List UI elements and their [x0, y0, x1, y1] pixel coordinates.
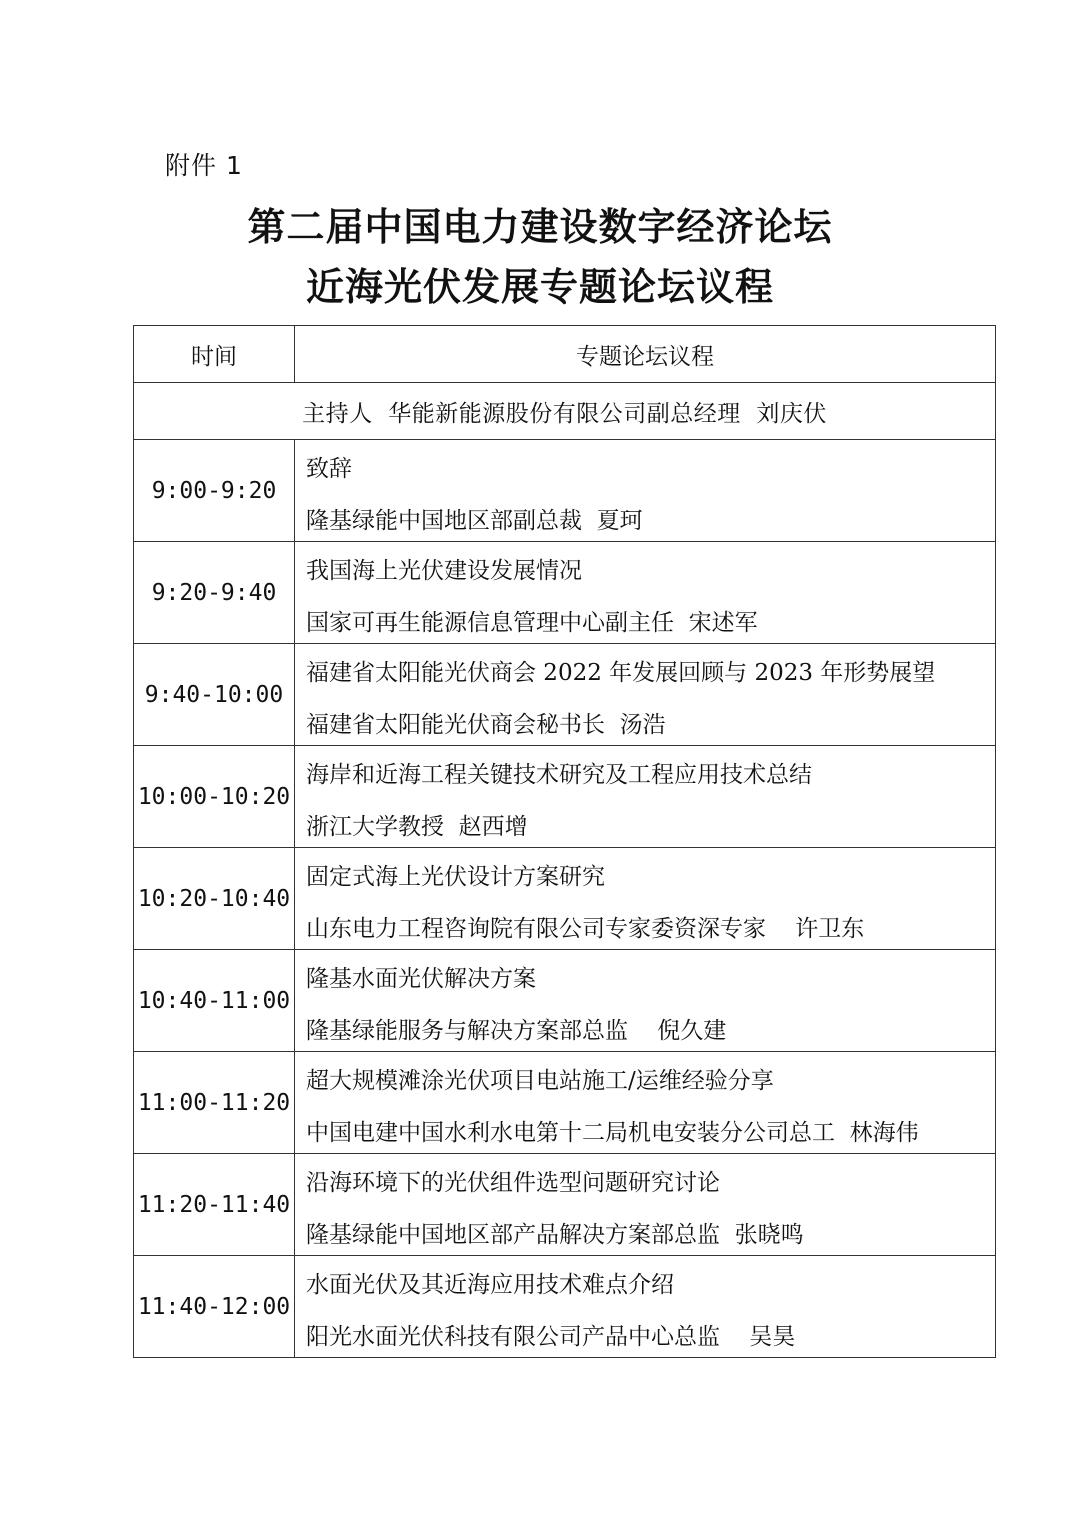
session-time: 9:20-9:40: [134, 542, 295, 644]
session-speaker: 山东电力工程咨询院有限公司专家委资深专家 许卫东: [306, 916, 865, 942]
session-cell: [295, 440, 996, 542]
session-cell: [295, 644, 996, 746]
session-cell: [295, 1052, 996, 1154]
session-topic: 固定式海上光伏设计方案研究: [306, 864, 605, 890]
session-cell: [295, 1256, 996, 1358]
table-row: [134, 1052, 996, 1154]
table-row: [134, 848, 996, 950]
session-cell: [295, 746, 996, 848]
session-speaker: 隆基绿能服务与解决方案部总监 倪久建: [306, 1018, 727, 1044]
session-time: 10:00-10:20: [134, 746, 295, 848]
session-speaker: 国家可再生能源信息管理中心副主任 宋述军: [306, 610, 758, 636]
table-row: [134, 950, 996, 1052]
session-topic: 海岸和近海工程关键技术研究及工程应用技术总结: [306, 762, 812, 788]
session-topic: 水面光伏及其近海应用技术难点介绍: [306, 1272, 674, 1298]
session-speaker: 隆基绿能中国地区部产品解决方案部总监 张晓鸣: [306, 1222, 804, 1248]
agenda-table: [133, 325, 996, 1358]
session-time: 11:20-11:40: [134, 1154, 295, 1256]
session-time: 10:20-10:40: [134, 848, 295, 950]
session-topic: 我国海上光伏建设发展情况: [306, 558, 582, 584]
session-speaker: 阳光水面光伏科技有限公司产品中心总监 吴昊: [306, 1324, 796, 1350]
session-topic: 隆基水面光伏解决方案: [306, 966, 536, 992]
table-row: [134, 644, 996, 746]
session-speaker: 隆基绿能中国地区部副总裁 夏珂: [306, 508, 643, 534]
session-topic: 超大规模滩涂光伏项目电站施工/运维经验分享: [306, 1068, 774, 1094]
document-title-line-2: 近海光伏发展专题论坛议程: [305, 264, 774, 309]
session-speaker: 浙江大学教授 赵西增: [306, 814, 528, 840]
session-time: 11:40-12:00: [134, 1256, 295, 1358]
table-row: [134, 1154, 996, 1256]
session-cell: [295, 848, 996, 950]
session-time: 10:40-11:00: [134, 950, 295, 1052]
table-row: [134, 542, 996, 644]
header-time: 时间: [134, 326, 295, 383]
host-text: 主持人 华能新能源股份有限公司副总经理 刘庆伏: [134, 383, 996, 440]
session-time: 9:00-9:20: [134, 440, 295, 542]
session-speaker: 中国电建中国水利水电第十二局机电安装分公司总工 林海伟: [306, 1120, 919, 1146]
session-speaker: 福建省太阳能光伏商会秘书长 汤浩: [306, 712, 666, 738]
document-title-line-1: 第二届中国电力建设数字经济论坛: [247, 204, 833, 249]
table-row: [134, 1256, 996, 1358]
session-time: 11:00-11:20: [134, 1052, 295, 1154]
session-topic: 沿海环境下的光伏组件选型问题研究讨论: [306, 1170, 720, 1196]
attachment-label: 附件 1: [165, 151, 243, 180]
session-time: 9:40-10:00: [134, 644, 295, 746]
session-cell: [295, 542, 996, 644]
table-header-row: [134, 326, 996, 383]
session-cell: [295, 950, 996, 1052]
header-agenda: 专题论坛议程: [295, 326, 996, 383]
session-topic: 福建省太阳能光伏商会 2022 年发展回顾与 2023 年形势展望: [306, 660, 936, 686]
session-topic: 致辞: [306, 456, 352, 482]
table-row: [134, 746, 996, 848]
host-row: [134, 383, 996, 440]
session-cell: [295, 1154, 996, 1256]
table-row: [134, 440, 996, 542]
